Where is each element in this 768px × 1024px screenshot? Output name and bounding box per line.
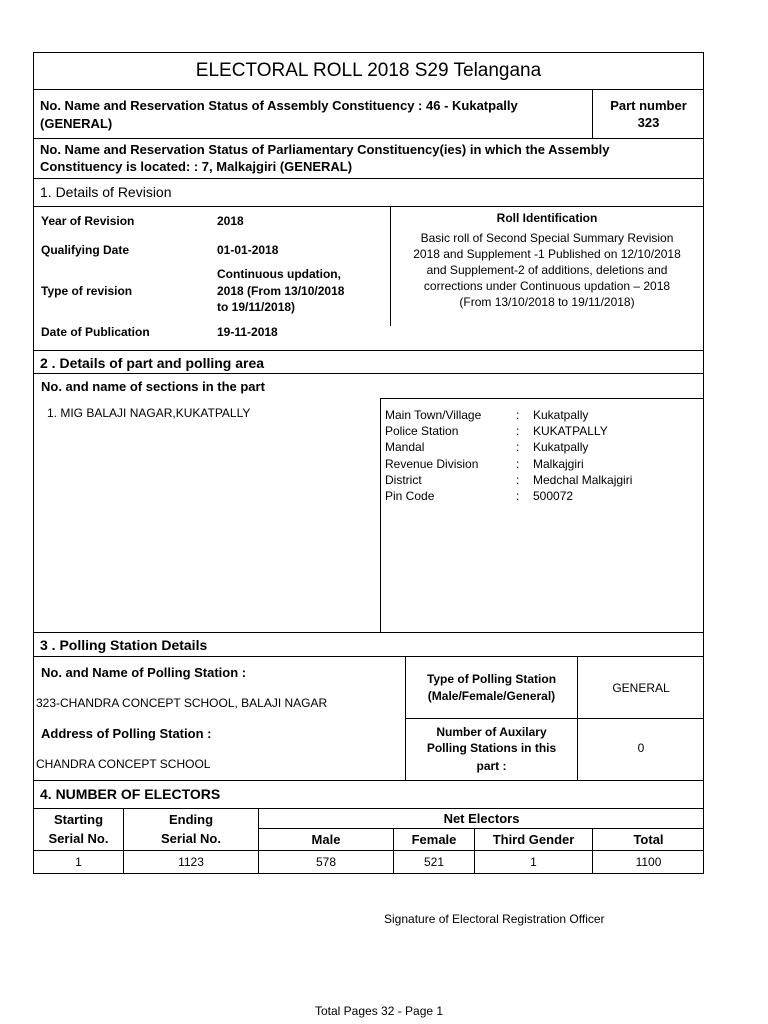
divider	[33, 780, 704, 781]
area-value: Kukatpally	[533, 440, 589, 454]
auxiliary-stations-label: part :	[476, 759, 507, 773]
type-of-revision-value: 2018 (From 13/10/2018	[217, 284, 345, 298]
area-value: Malkajgiri	[533, 457, 584, 471]
total-value: 1100	[635, 855, 662, 869]
divider	[592, 89, 593, 138]
qualifying-date-value: 01-01-2018	[217, 243, 279, 257]
female-value: 521	[423, 855, 445, 869]
net-electors-header: Net Electors	[443, 811, 520, 826]
polling-station-type-label: (Male/Female/General)	[427, 689, 556, 703]
type-of-revision-value: Continuous updation,	[217, 267, 341, 281]
area-value: KUKATPALLY	[533, 424, 608, 438]
male-header: Male	[311, 832, 341, 847]
divider	[33, 178, 704, 179]
part-number-label: Part number	[610, 98, 687, 113]
revision-heading: 1. Details of Revision	[40, 184, 172, 200]
polling-station-type-label: Type of Polling Station	[426, 672, 557, 686]
male-value: 578	[315, 855, 337, 869]
part-number-value: 323	[637, 115, 660, 130]
roll-identification-heading: Roll Identification	[496, 211, 598, 225]
parliamentary-constituency-line2: Constituency is located: : 7, Malkajgiri (GENERAL)	[40, 159, 353, 174]
polling-station-address-value: CHANDRA CONCEPT SCHOOL	[36, 757, 211, 771]
roll-identification-text: and Supplement-2 of additions, deletions and	[426, 263, 668, 277]
starting-serial-header: Serial No.	[48, 831, 109, 846]
area-separator: :	[516, 408, 520, 422]
type-of-revision-value: to 19/11/2018)	[217, 300, 296, 314]
area-value: 500072	[533, 489, 574, 503]
divider	[380, 398, 703, 399]
date-of-publication-value: 19-11-2018	[217, 325, 278, 339]
area-value: Medchal Malkajgiri	[533, 473, 633, 487]
electors-heading: 4. NUMBER OF ELECTORS	[40, 786, 221, 802]
divider	[258, 828, 704, 829]
polling-station-heading: 3 . Polling Station Details	[40, 637, 208, 653]
divider	[405, 718, 704, 719]
divider	[33, 350, 704, 351]
divider	[33, 373, 704, 374]
starting-serial-value: 1	[75, 855, 82, 869]
female-header: Female	[411, 832, 457, 847]
area-value: Kukatpally	[533, 408, 589, 422]
divider	[33, 632, 704, 633]
area-separator: :	[516, 440, 520, 454]
assembly-constituency-label: No. Name and Reservation Status of Assembly Constituency : 46 - Kukatpally	[40, 98, 518, 113]
auxiliary-stations-label: Number of Auxilary	[436, 725, 547, 739]
qualifying-date-label: Qualifying Date	[41, 243, 130, 257]
page-counter: Total Pages 32 - Page 1	[315, 1004, 444, 1018]
roll-identification-text: (From 13/10/2018 to 19/11/2018)	[459, 295, 635, 309]
divider	[33, 656, 704, 657]
area-separator: :	[516, 457, 520, 471]
polling-station-type-value: GENERAL	[612, 681, 670, 695]
area-label: Pin Code	[385, 489, 435, 503]
area-separator: :	[516, 489, 520, 503]
area-label: Main Town/Village	[385, 408, 482, 422]
third-gender-header: Third Gender	[492, 832, 575, 847]
area-label: Revenue Division	[385, 457, 479, 471]
roll-identification-text: 2018 and Supplement -1 Published on 12/10/2018	[413, 247, 681, 261]
third-gender-value: 1	[530, 855, 537, 869]
divider	[380, 398, 381, 632]
sections-heading: No. and name of sections in the part	[41, 379, 265, 394]
roll-identification-text: corrections under Continuous updation – 2018	[423, 279, 671, 293]
total-header: Total	[633, 832, 664, 847]
auxiliary-stations-label: Polling Stations in this	[426, 741, 557, 755]
part-heading: 2 . Details of part and polling area	[40, 355, 265, 371]
area-label: Police Station	[385, 424, 459, 438]
auxiliary-stations-value: 0	[637, 741, 645, 755]
assembly-constituency-status: (GENERAL)	[40, 116, 113, 131]
divider	[33, 206, 704, 207]
divider	[33, 808, 704, 809]
divider	[33, 89, 704, 90]
divider	[33, 138, 704, 139]
parliamentary-constituency-line1: No. Name and Reservation Status of Parliamentary Constituency(ies) in which the Assembly	[40, 142, 610, 157]
page-title: ELECTORAL ROLL 2018 S29 Telangana	[195, 60, 542, 81]
section-item: 1. MIG BALAJI NAGAR,KUKATPALLY	[47, 406, 251, 420]
year-of-revision-value: 2018	[217, 214, 244, 228]
signature-label: Signature of Electoral Registration Officer	[384, 912, 605, 926]
ending-serial-header: Ending	[168, 812, 214, 827]
area-separator: :	[516, 424, 520, 438]
starting-serial-header: Starting	[53, 812, 104, 827]
type-of-revision-label: Type of revision	[41, 284, 133, 298]
polling-station-name-value: 323-CHANDRA CONCEPT SCHOOL, BALAJI NAGAR	[36, 696, 328, 710]
ending-serial-value: 1123	[178, 855, 204, 869]
area-label: Mandal	[385, 440, 425, 454]
roll-identification-text: Basic roll of Second Special Summary Revision	[420, 231, 674, 245]
date-of-publication-label: Date of Publication	[41, 325, 150, 339]
ending-serial-header: Serial No.	[161, 831, 221, 846]
divider	[577, 656, 578, 780]
divider	[33, 850, 704, 851]
polling-station-address-label: Address of Polling Station :	[41, 726, 212, 741]
area-separator: :	[516, 473, 520, 487]
polling-station-name-label: No. and Name of Polling Station :	[41, 665, 247, 680]
year-of-revision-label: Year of Revision	[41, 214, 135, 228]
area-label: District	[385, 473, 422, 487]
